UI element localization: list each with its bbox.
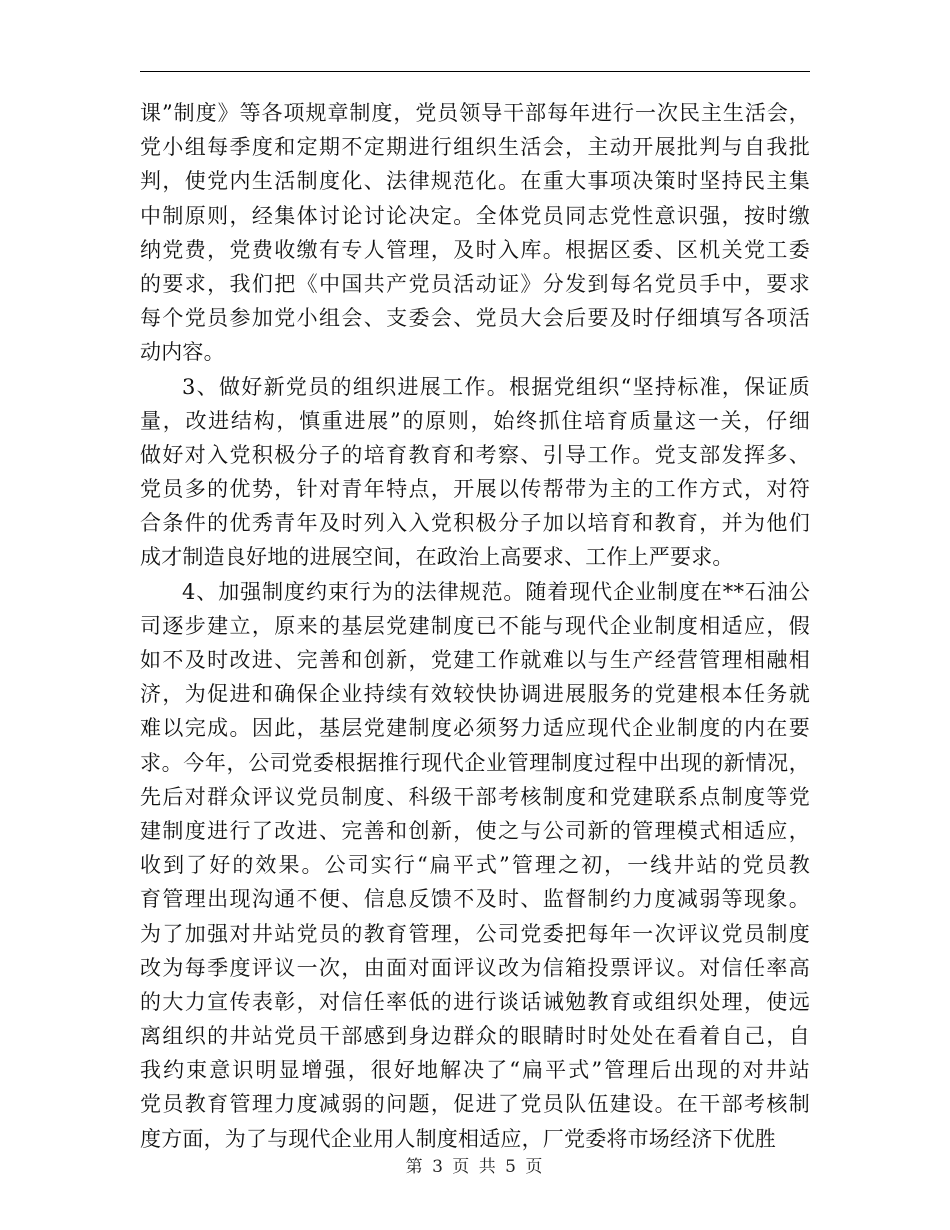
text-line: 党员多的优势，针对青年特点，开展以传帮带为主的工作方式，对符 [140, 477, 810, 502]
text-line: 判，使党内生活制度化、法律规范化。在重大事项决策时坚持民主集 [140, 169, 810, 194]
text-line: 党小组每季度和定期不定期进行组织生活会，主动开展批判与自我批 [140, 135, 810, 160]
text-line: 纳党费，党费收缴有专人管理，及时入库。根据区委、区机关党工委 [140, 237, 810, 262]
text-line: 难以完成。因此，基层党建制度必须努力适应现代企业制度的内在要 [140, 716, 810, 741]
text-line: 济，为促进和确保企业持续有效较快协调进展服务的党建根本任务就 [140, 682, 810, 707]
text-line: 中制原则，经集体讨论讨论决定。全体党员同志党性意识强，按时缴 [140, 203, 810, 228]
text-line: 做好对入党积极分子的培育教育和考察、引导工作。党支部发挥多、 [140, 442, 810, 467]
document-body [140, 96, 810, 1156]
text-line: 成才制造良好地的进展空间，在政治上高要求、工作上严要求。 [140, 545, 734, 570]
text-line: 为了加强对井站党员的教育管理，公司党委把每年一次评议党员制度 [140, 921, 810, 946]
paragraph [140, 96, 810, 370]
text-line: 离组织的井站党员干部感到身边群众的眼睛时时处处在看着自己，自 [140, 1024, 810, 1049]
text-line: 司逐步建立，原来的基层党建制度已不能与现代企业制度相适应，假 [140, 613, 810, 638]
paragraph [140, 370, 810, 575]
text-line: 党员教育管理力度减弱的问题，促进了党员队伍建设。在干部考核制 [140, 1092, 810, 1117]
paragraph [140, 575, 810, 1156]
text-line: 改为每季度评议一次，由面对面评议改为信箱投票评议。对信任率高 [140, 955, 810, 980]
text-line: 育管理出现沟通不便、信息反馈不及时、监督制约力度减弱等现象。 [140, 887, 810, 912]
text-line: 先后对群众评议党员制度、科级干部考核制度和党建联系点制度等党 [140, 784, 810, 809]
text-line: 收到了好的效果。公司实行“扁平式”管理之初，一线井站的党员教 [140, 853, 810, 878]
page-footer: 第 3 页 共 5 页 [405, 1157, 545, 1177]
text-line: 的要求，我们把《中国共产党员活动证》分发到每名党员手中，要求 [140, 271, 810, 296]
text-line: 如不及时改进、完善和创新，党建工作就难以与生产经营管理相融相 [140, 648, 810, 672]
text-line: 建制度进行了改进、完善和创新，使之与公司新的管理模式相适应， [140, 818, 810, 843]
text-line: 合条件的优秀青年及时列入入党积极分子加以培育和教育，并为他们 [140, 511, 810, 536]
text-line: 度方面，为了与现代企业用人制度相适应，厂党委将市场经济下优胜 [140, 1126, 776, 1151]
header-rule [140, 71, 810, 72]
text-line: 量，改进结构，慎重进展”的原则，始终抓住培育质量这一关，仔细 [140, 408, 810, 433]
text-line: 我约束意识明显增强，很好地解决了“扁平式”管理后出现的对井站 [140, 1058, 810, 1083]
text-line: 的大力宣传表彰，对信任率低的进行谈话诫勉教育或组织处理，使远 [140, 989, 810, 1014]
text-line: 4、加强制度约束行为的法律规范。随着现代企业制度在**石油公 [182, 579, 810, 604]
text-line: 每个党员参加党小组会、支委会、党员大会后要及时仔细填写各项活 [140, 306, 810, 331]
text-line: 3、做好新党员的组织进展工作。根据党组织“坚持标准，保证质 [182, 374, 810, 399]
text-line: 求。今年，公司党委根据推行现代企业管理制度过程中出现的新情况， [140, 750, 810, 775]
text-line: 动内容。 [140, 340, 225, 365]
text-line: 课”制度》等各项规章制度，党员领导干部每年进行一次民主生活会， [140, 101, 810, 125]
